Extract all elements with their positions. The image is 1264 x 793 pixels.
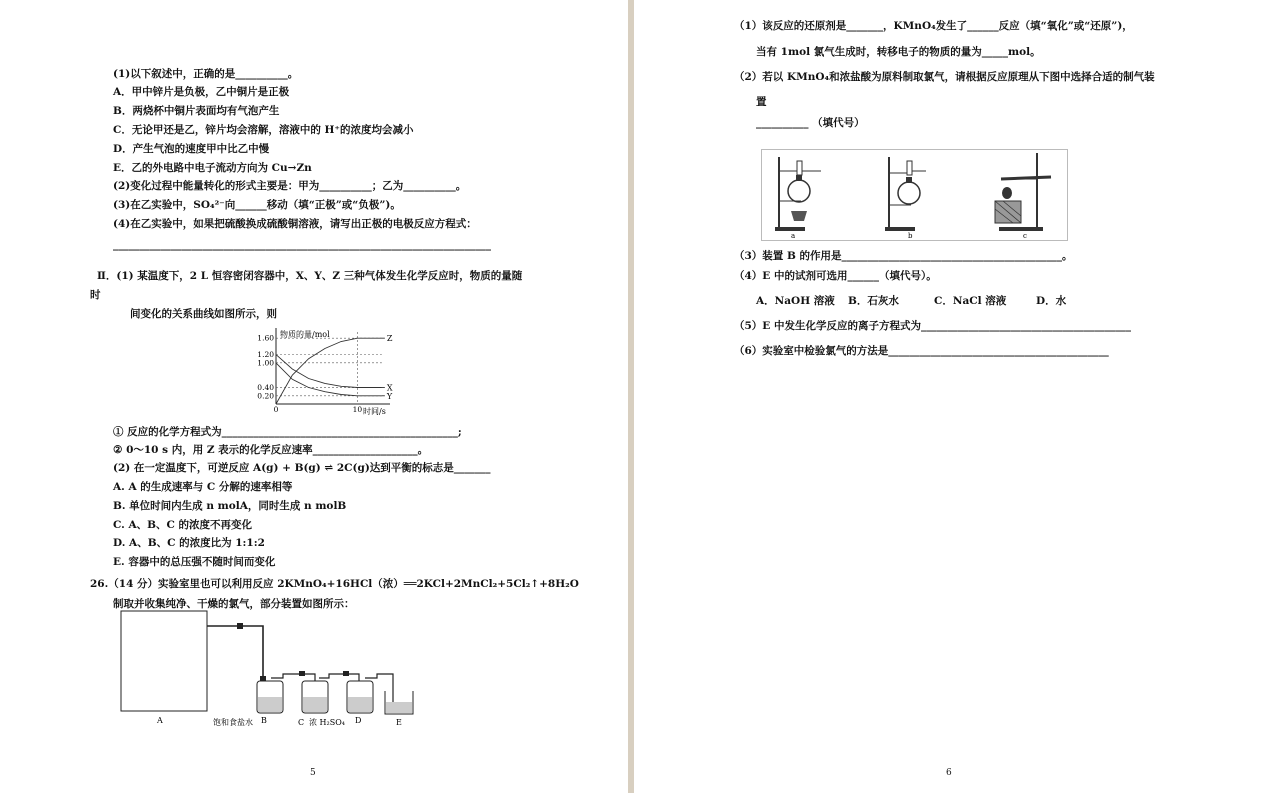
chlorine-apparatus-figure (115, 606, 425, 731)
r-q4-option-b: B．石灰水 (848, 295, 899, 307)
sub2-text: ② 0～10 s 内，用 Z 表示的化学反应速率____________________。 (113, 444, 429, 456)
q1-option-a: A．甲中锌片是负极，乙中铜片是正极 (113, 86, 290, 98)
chart-gridlines (276, 332, 382, 404)
chart-ticks (257, 334, 362, 414)
q1-option-e: E．乙的外电路中电子流动方向为 Cu→Zn (113, 162, 312, 174)
amount-time-chart (248, 324, 393, 417)
q26-line1: 26.（14 分）实验室里也可以利用反应 2KMnO₄+16HCl（浓）══2KCl+2MnCl₂+5Cl₂↑+8H₂O (90, 578, 579, 590)
r-q2-line3: __________ （填代号） (756, 117, 865, 129)
r-q5: （5）E 中发生化学反应的离子方程式为________________________________________ (734, 320, 1131, 332)
q1-text: (1)以下叙述中，正确的是__________。 (113, 68, 299, 80)
equilibrium-option-e: E. 容器中的总压强不随时间而变化 (113, 556, 276, 568)
q26-line2: 制取并收集纯净、干燥的氯气，部分装置如图所示： (113, 598, 355, 610)
chart-x-tick-label: 0 (273, 405, 279, 414)
chart-series (276, 334, 393, 404)
equilibrium-option-d: D. A、B、C 的浓度比为 1:1:2 (113, 537, 265, 549)
apparatus-label-e: E (396, 718, 402, 727)
chart-y-tick-label: 1.00 (257, 358, 274, 368)
apparatus-label-c: C (298, 718, 305, 727)
sub1-text: ① 反应的化学方程式为_____________________________________________; (113, 426, 462, 438)
apparatus-label-d: D (355, 716, 362, 725)
chart-ylabel: 物质的量/mol (280, 330, 330, 339)
chart-series-line-y (276, 363, 382, 396)
chart-y-tick-label: 1.60 (257, 333, 274, 343)
part2-intro-line1: Ⅱ．(1) 某温度下，2 L 恒容密闭容器中，X、Y、Z 三种气体发生化学反应时，物质的量随 (97, 270, 523, 282)
equilibrium-option-c: C. A、B、C 的浓度不再变化 (113, 519, 253, 531)
chart-axes (276, 328, 390, 404)
part2-intro-line3: 间变化的关系曲线如图所示，则 (130, 308, 277, 320)
equilibrium-question: (2) 在一定温度下，可逆反应 A(g) + B(g) ⇌ 2C(g)达到平衡的标志是_______ (113, 462, 491, 474)
fig-label-b: b (908, 232, 913, 240)
q1-option-d: D．产生气泡的速度甲中比乙中慢 (113, 143, 270, 155)
q3-text: (3)在乙实验中，SO₄²⁻向______移动（填“正极”或“负极”)。 (113, 199, 401, 211)
equilibrium-option-b: B. 单位时间内生成 n molA，同时生成 n molB (113, 500, 347, 512)
chart-y-tick-label: 1.20 (257, 350, 274, 360)
q2-text: (2)变化过程中能量转化的形式主要是：甲为__________；乙为__________。 (113, 180, 467, 192)
r-q2-line1: （2）若以 KMnO₄和浓盐酸为原料制取氯气，请根据反应原理从下图中选择合适的制气装 (734, 71, 1155, 83)
left-page (0, 0, 628, 793)
page-number-right: 6 (946, 768, 952, 778)
r-q4-option-d: D．水 (1036, 295, 1067, 307)
equilibrium-option-a: A. A 的生成速率与 C 分解的速率相等 (113, 481, 293, 493)
apparatus-label-a: A (157, 716, 163, 725)
q4-answer-blank: ________________________________________________________________________ (113, 239, 491, 251)
apparatus-b (885, 157, 926, 231)
r-q4: （4）E 中的试剂可选用______（填代号）。 (734, 270, 937, 282)
q4-text: (4)在乙实验中，如果把硫酸换成硫酸铜溶液，请写出正极的电极反应方程式： (113, 218, 477, 230)
apparatus-c (995, 153, 1051, 231)
chart-series-line-z (276, 338, 382, 404)
chart-y-tick-label: 0.40 (257, 383, 274, 393)
part2-intro-line2: 时 (90, 289, 101, 301)
chart-series-label: Y (386, 391, 393, 401)
r-q3: （3）装置 B 的作用是__________________________________________。 (734, 250, 1073, 262)
fig-label-a: a (791, 232, 796, 240)
chart-series-line-x (276, 355, 382, 388)
fig-label-c: c (1023, 232, 1027, 240)
chart-y-tick-label: 0.20 (257, 391, 274, 401)
right-page (634, 0, 1264, 793)
chart-x-tick-label: 10 (352, 405, 363, 414)
chart-series-label: Z (386, 334, 393, 344)
gas-generator-figure (761, 149, 1068, 241)
apparatus-label-acid: 浓 H₂SO₄ (309, 718, 345, 727)
r-q1-line1: （1）该反应的还原剂是_______，KMnO₄发生了______反应（填“氧化”或“还原”)， (734, 20, 1133, 32)
apparatus-label-b: B (261, 716, 267, 725)
r-q1-line2: 当有 1mol 氯气生成时，转移电子的物质的量为_____mol。 (756, 46, 1041, 58)
q1-option-b: B．两烧杯中铜片表面均有气泡产生 (113, 105, 280, 117)
r-q2-line2: 置 (756, 96, 767, 108)
r-q4-option-a: A．NaOH 溶液 (756, 295, 835, 307)
r-q4-option-c: C．NaCl 溶液 (934, 295, 1007, 307)
apparatus-a (775, 157, 821, 231)
apparatus-label-brine: 饱和食盐水 (213, 718, 253, 727)
page-number-left: 5 (310, 768, 316, 778)
chart-xlabel: 时间/s (363, 407, 386, 416)
q1-option-c: C．无论甲还是乙，锌片均会溶解，溶液中的 H⁺的浓度均会减小 (113, 124, 414, 136)
r-q6: （6）实验室中检验氯气的方法是__________________________________________ (734, 345, 1109, 357)
chart-series-label: X (386, 383, 393, 393)
